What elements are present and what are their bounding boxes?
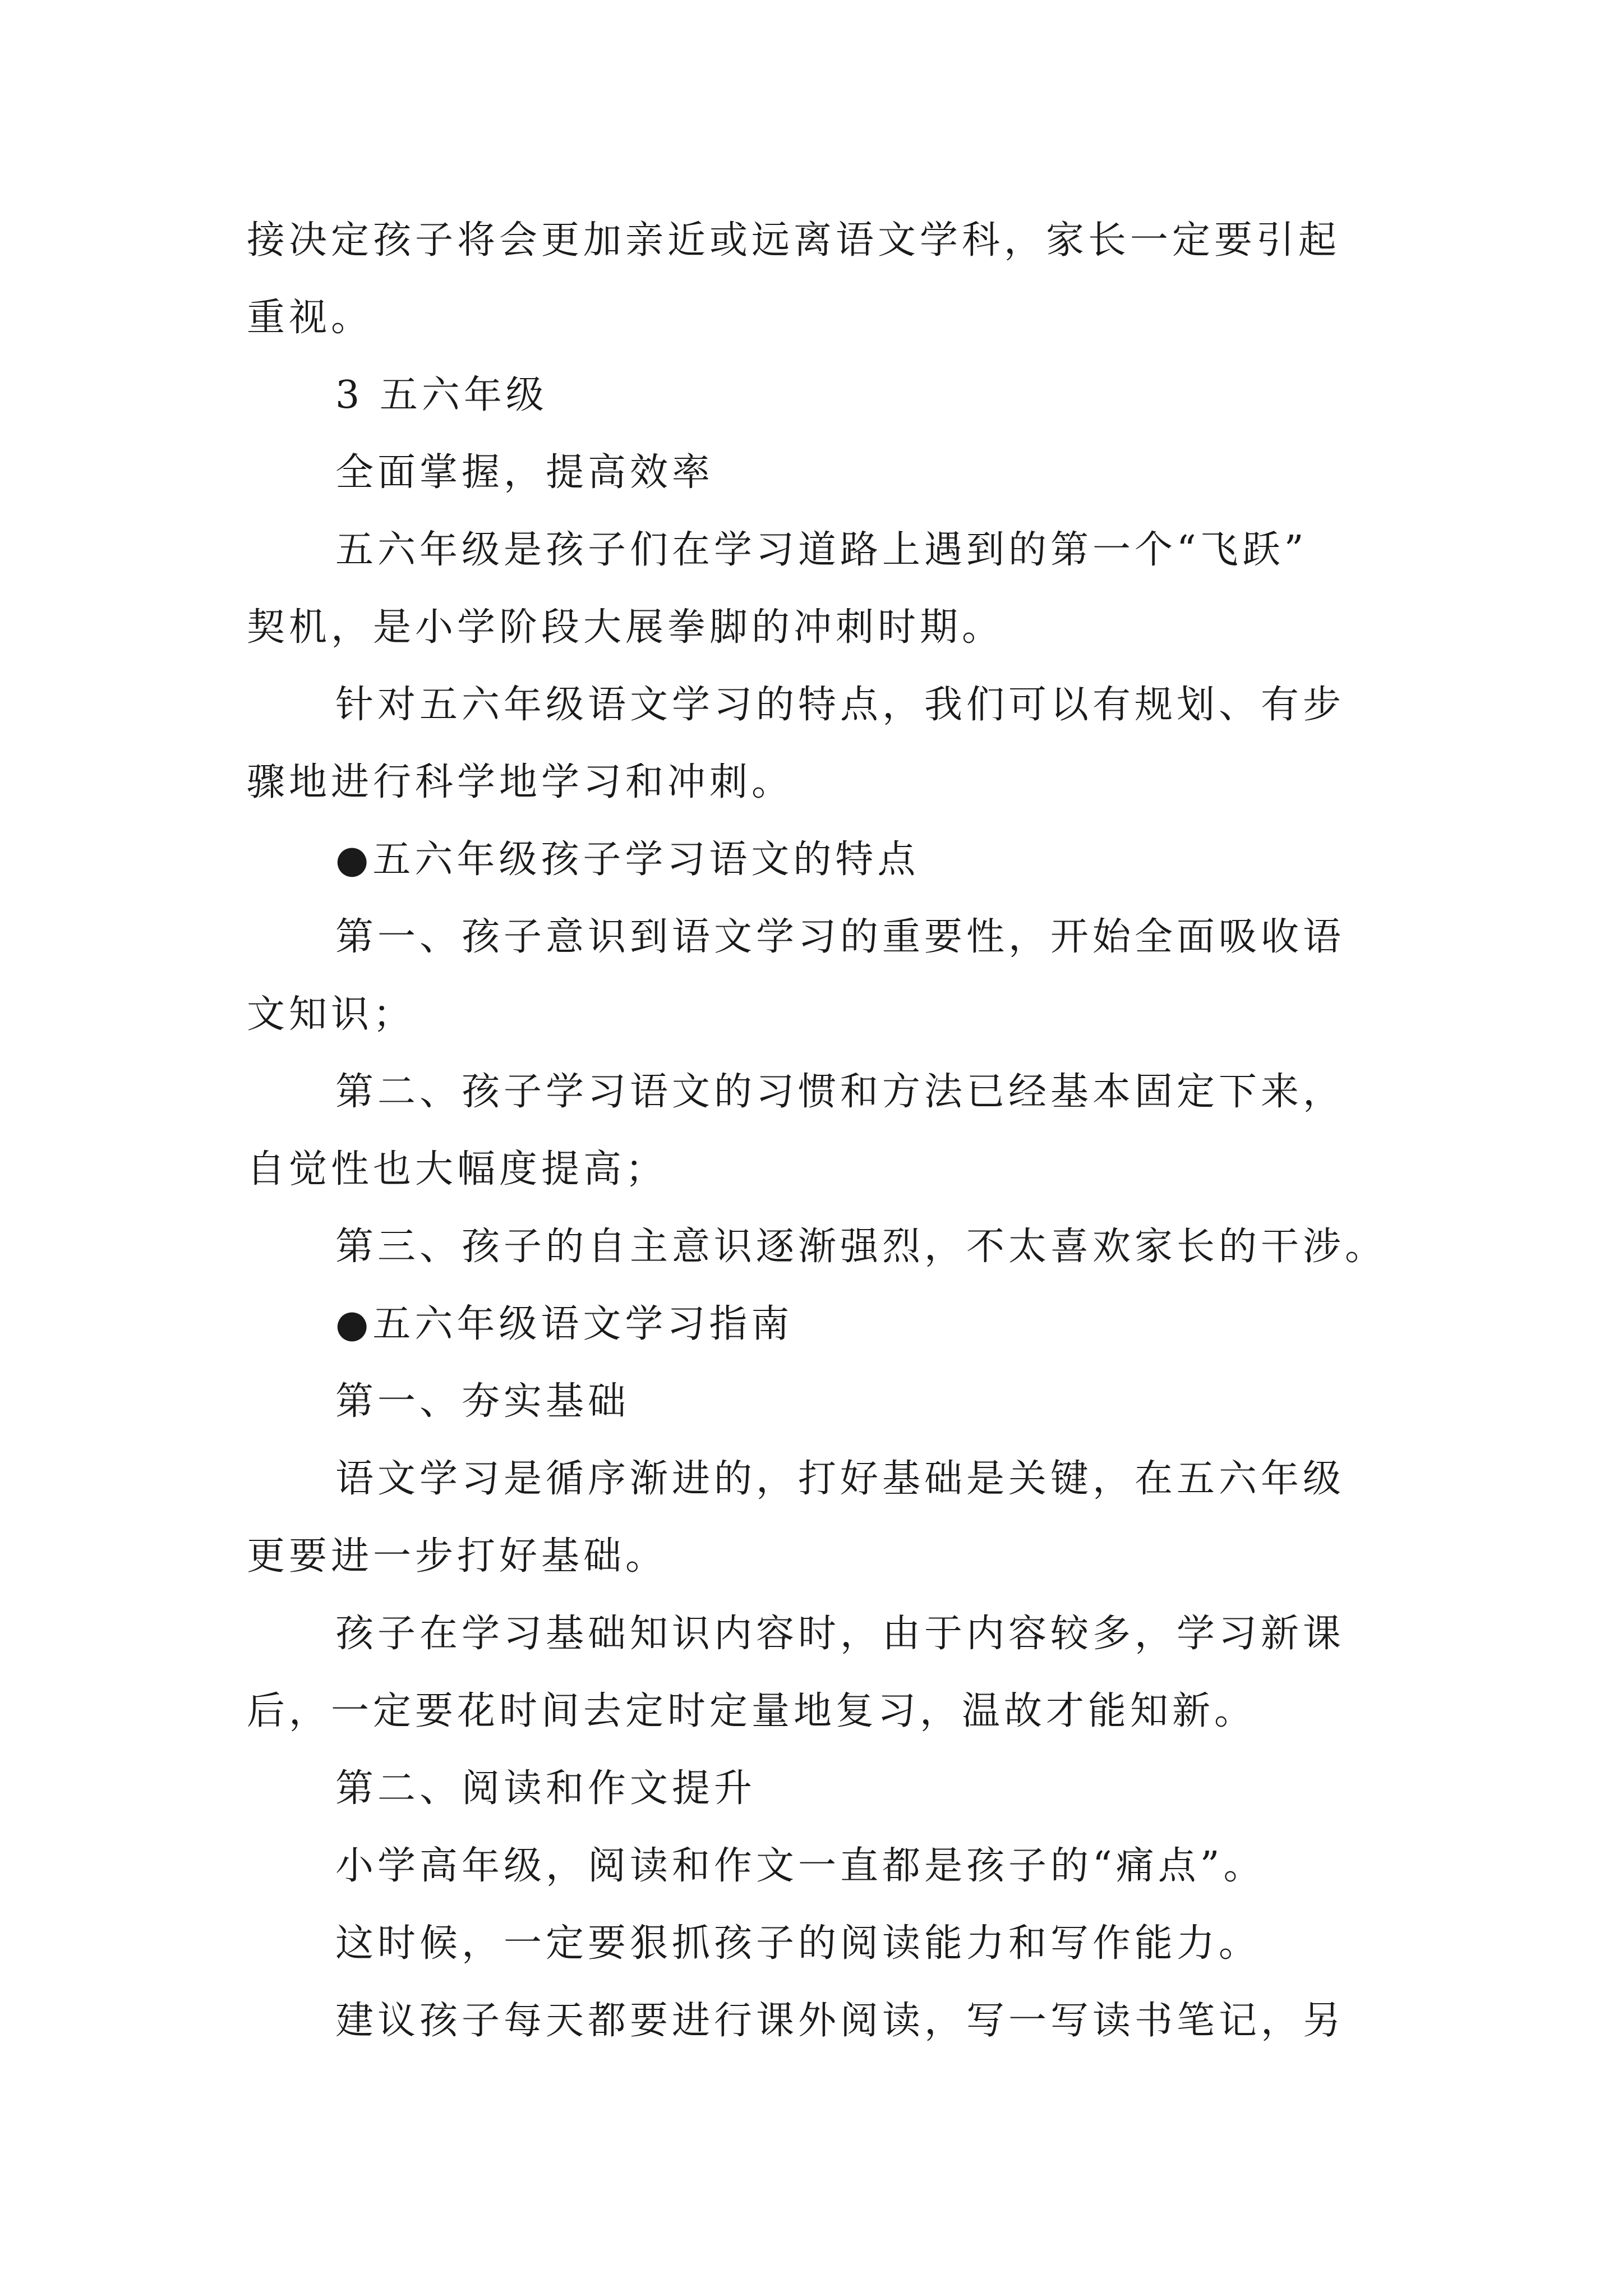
paragraph-line: 骤地进行科学地学习和冲刺。 — [247, 760, 794, 804]
paragraph-line: 语文学习是循序渐进的，打好基础是关键，在五六年级 — [335, 1457, 1345, 1501]
paragraph-line: 建议孩子每天都要进行课外阅读，写一写读书笔记，另 — [335, 1999, 1345, 2043]
paragraph-line: 第一、夯实基础 — [335, 1379, 630, 1424]
paragraph-line: 更要进一步打好基础。 — [247, 1534, 668, 1579]
section-subheading: 全面掌握，提高效率 — [335, 450, 714, 495]
bullet-heading: ●五六年级语文学习指南 — [335, 1302, 794, 1346]
paragraph-line: 自觉性也大幅度提高； — [247, 1147, 668, 1191]
paragraph-line: 针对五六年级语文学习的特点，我们可以有规划、有步 — [335, 683, 1345, 727]
paragraph-line: 孩子在学习基础知识内容时，由于内容较多，学习新课 — [335, 1612, 1345, 1656]
paragraph-line: 这时候，一定要狠抓孩子的阅读能力和写作能力。 — [335, 1921, 1261, 1966]
paragraph-line: 文知识； — [247, 992, 416, 1037]
section-heading: 3 五六年级 — [335, 373, 548, 417]
body-text — [247, 202, 1391, 2060]
paragraph-line: 契机，是小学阶段大展拳脚的冲刺时期。 — [247, 605, 1004, 650]
paragraph-line: 第一、孩子意识到语文学习的重要性，开始全面吸收语 — [335, 915, 1345, 959]
bullet-heading: ●五六年级孩子学习语文的特点 — [335, 838, 920, 882]
paragraph-line: 小学高年级，阅读和作文一直都是孩子的“痛点”。 — [335, 1844, 1266, 1888]
paragraph-line: 第二、孩子学习语文的习惯和方法已经基本固定下来， — [335, 1070, 1345, 1114]
paragraph-line: 重视。 — [247, 296, 374, 340]
paragraph-line: 第二、阅读和作文提升 — [335, 1766, 757, 1811]
paragraph-line: 后，一定要花时间去定时定量地复习，温故才能知新。 — [247, 1689, 1257, 1733]
paragraph-line: 五六年级是孩子们在学习道路上遇到的第一个“飞跃” — [335, 528, 1308, 572]
paragraph-line: 接决定孩子将会更加亲近或远离语文学科，家长一定要引起 — [247, 218, 1341, 263]
paragraph-line: 第三、孩子的自主意识逐渐强烈，不太喜欢家长的干涉。 — [335, 1225, 1387, 1269]
